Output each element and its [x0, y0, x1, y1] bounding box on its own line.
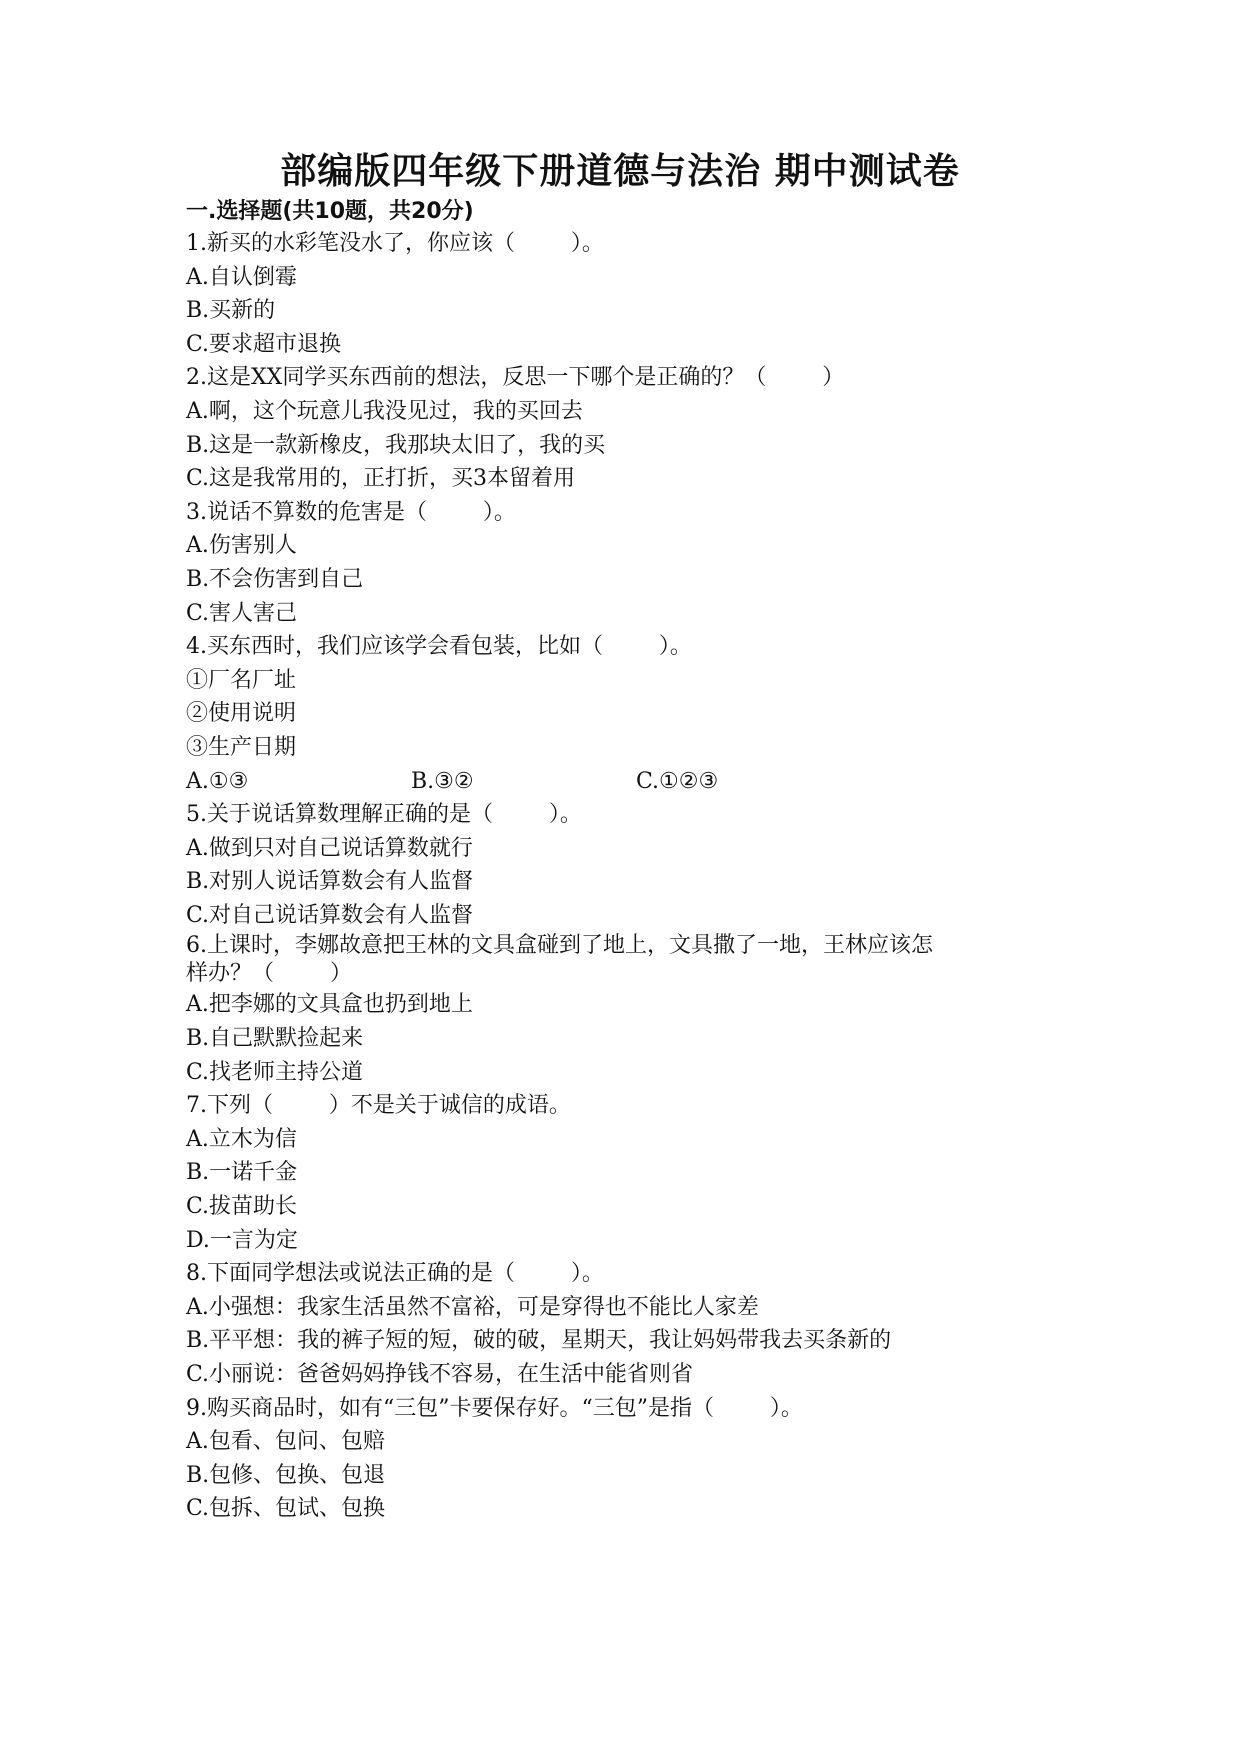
- option-c: C.①②③: [636, 768, 719, 794]
- question-5: [186, 798, 1066, 932]
- option-b: B.③②: [411, 768, 474, 794]
- option-a: A.啊，这个玩意儿我没见过，我的买回去: [186, 398, 583, 424]
- inline-options: [186, 765, 1066, 799]
- statement-1: ①厂名厂址: [186, 667, 297, 693]
- option-c: C.包拆、包试、包换: [186, 1496, 386, 1522]
- option-c: C.害人害己: [186, 600, 298, 626]
- option-c: C.这是我常用的，正打折，买3本留着用: [186, 466, 576, 492]
- option-a: A.把李娜的文具盒也扔到地上: [186, 992, 473, 1018]
- question-stem: 3.说话不算数的危害是（ ）。: [186, 499, 516, 525]
- option-b: B.对别人说话算数会有人监督: [186, 869, 474, 895]
- question-stem: 8.下面同学想法或说法正确的是（ ）。: [186, 1261, 604, 1287]
- option-a: A.包看、包问、包赔: [186, 1429, 385, 1455]
- question-8: [186, 1257, 1066, 1391]
- question-stem: 4.买东西时，我们应该学会看包装，比如（ ）。: [186, 634, 692, 660]
- question-6: [186, 932, 1066, 1089]
- option-d: D.一言为定: [186, 1227, 298, 1253]
- option-c: C.要求超市退换: [186, 331, 342, 357]
- option-a: A.小强想：我家生活虽然不富裕，可是穿得也不能比人家差: [186, 1294, 759, 1320]
- question-stem: 5.关于说话算数理解正确的是（ ）。: [186, 802, 582, 828]
- statement-3: ③生产日期: [186, 734, 297, 760]
- question-stem: 1.新买的水彩笔没水了，你应该（ ）。: [186, 231, 604, 256]
- question-4: [186, 630, 1066, 798]
- section-heading: 一.选择题(共10题，共20分): [186, 199, 474, 224]
- option-b: B.自己默默捡起来: [186, 1026, 364, 1052]
- option-a: A.自认倒霉: [186, 264, 297, 290]
- exam-content: [186, 197, 1066, 1526]
- question-1: [186, 227, 1066, 361]
- option-c: C.小丽说：爸爸妈妈挣钱不容易，在生活中能省则省: [186, 1362, 694, 1387]
- question-stem: 6.上课时，李娜故意把王林的文具盒碰到了地上，文具撒了一地，王林应该怎: [186, 933, 933, 959]
- question-3: [186, 496, 1066, 630]
- question-stem: 7.下列（ ）不是关于诚信的成语。: [186, 1093, 571, 1119]
- question-stem-continued: 样办？（ ）: [186, 961, 352, 987]
- question-stem: 2.这是XX同学买东西前的想法，反思一下哪个是正确的？（ ）: [186, 365, 845, 391]
- option-a: A.做到只对自己说话算数就行: [186, 835, 473, 861]
- option-b: B.一诺千金: [186, 1160, 298, 1186]
- question-7: [186, 1089, 1066, 1257]
- page-title: 部编版四年级下册道德与法治 期中测试卷: [280, 151, 960, 192]
- option-b: B.买新的: [186, 298, 276, 324]
- question-2: [186, 361, 1066, 495]
- option-b: B.包修、包换、包退: [186, 1462, 386, 1488]
- option-c: C.对自己说话算数会有人监督: [186, 902, 474, 928]
- option-c: C.找老师主持公道: [186, 1059, 364, 1085]
- question-9: [186, 1392, 1066, 1526]
- option-a: A.①③: [186, 768, 249, 794]
- option-b: B.平平想：我的裤子短的短，破的破，星期天，我让妈妈带我去买条新的: [186, 1328, 892, 1354]
- question-stem: 9.购买商品时，如有“三包”卡要保存好。“三包”是指（ ）。: [186, 1395, 803, 1421]
- option-c: C.拔苗助长: [186, 1194, 298, 1220]
- option-b: B.这是一款新橡皮，我那块太旧了，我的买: [186, 432, 606, 458]
- option-a: A.伤害别人: [186, 533, 297, 559]
- statement-2: ②使用说明: [186, 701, 297, 727]
- option-b: B.不会伤害到自己: [186, 566, 364, 592]
- option-a: A.立木为信: [186, 1126, 297, 1152]
